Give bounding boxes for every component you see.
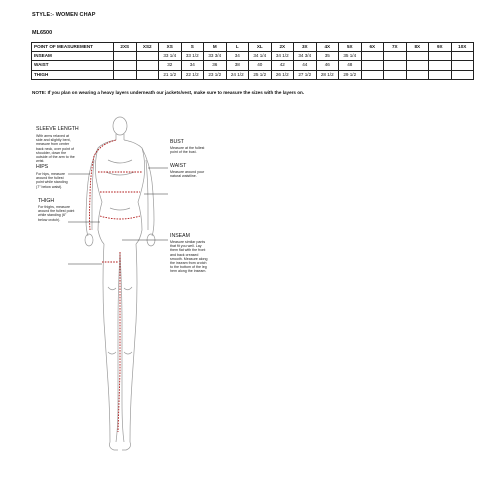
table-cell: 34 3/4 — [294, 52, 317, 61]
table-cell: 35 1/4 — [339, 52, 362, 61]
table-cell: 32 — [159, 61, 182, 70]
row-label: INSEAM — [32, 52, 114, 61]
table-cell — [136, 61, 159, 70]
waist-label: WAIST — [170, 163, 187, 169]
size-chart-table — [31, 42, 474, 80]
table-row — [32, 70, 474, 79]
table-cell: 35 — [316, 52, 339, 61]
inseam-description: Measure similar pants that fit you well. Lay them flat with the front and back creased smooth. Measure along the inseam from crotch to the bottom of the leg hem along the inseam. — [170, 240, 208, 274]
table-cell — [429, 52, 452, 61]
table-cell: 33 1/2 — [181, 52, 204, 61]
table-cell — [361, 61, 384, 70]
table-cell — [429, 70, 452, 79]
table-cell — [384, 61, 407, 70]
style-code: ML6500 — [32, 30, 53, 36]
table-cell: 40 — [249, 61, 272, 70]
hips-label: HIPS — [36, 164, 49, 170]
thigh-description: For thighs, measure around the fullest point while standing (6" below crotch). — [38, 205, 75, 222]
table-cell — [114, 70, 137, 79]
header-size-8: 2X — [271, 43, 294, 52]
table-cell: 26 1/2 — [271, 70, 294, 79]
row-label: THIGH — [32, 70, 114, 79]
table-row — [32, 52, 474, 61]
header-size-13: 7X — [384, 43, 407, 52]
hips-description: For hips, measure around the fullest point while standing (7" below waist). — [36, 172, 68, 189]
header-size-16: 10X — [451, 43, 474, 52]
sleeve-length-label: SLEEVE LENGTH — [36, 126, 79, 132]
table-cell: 27 1/2 — [294, 70, 317, 79]
table-cell: 22 1/2 — [181, 70, 204, 79]
header-size-11: 5X — [339, 43, 362, 52]
table-cell: 25 1/2 — [249, 70, 272, 79]
table-cell: 24 1/2 — [226, 70, 249, 79]
table-cell — [114, 61, 137, 70]
table-row — [32, 61, 474, 70]
table-cell — [361, 52, 384, 61]
table-cell: 42 — [271, 61, 294, 70]
header-size-9: 3X — [294, 43, 317, 52]
header-size-2: XS2 — [136, 43, 159, 52]
table-cell: 33 3/4 — [204, 52, 227, 61]
header-size-4: S — [181, 43, 204, 52]
table-cell: 36 — [204, 61, 227, 70]
header-size-14: 8X — [406, 43, 429, 52]
table-cell — [384, 52, 407, 61]
table-cell — [406, 70, 429, 79]
layering-note: NOTE: If you plan on wearing a heavy layers underneath our jackets/vest, make sure to measure the sizes with the layers on. — [32, 90, 305, 95]
header-size-15: 9X — [429, 43, 452, 52]
bust-label: BUST — [170, 139, 184, 145]
table-cell: 38 — [226, 61, 249, 70]
waist-description: Measure around your natural waistline. — [170, 170, 205, 179]
table-cell: 34 — [181, 61, 204, 70]
bust-description: Measure at the fullest point of the bust. — [170, 146, 205, 155]
table-cell: 34 — [226, 52, 249, 61]
table-cell — [451, 52, 474, 61]
header-size-10: 4X — [316, 43, 339, 52]
header-size-7: XL — [249, 43, 272, 52]
table-cell — [429, 61, 452, 70]
sleeve-length-description: With arms relaxed at side and slightly bent, measure from center back neck, over point of shoulder, down the outside of the arm to the wrist. — [36, 134, 75, 164]
table-cell — [114, 52, 137, 61]
table-header-row — [32, 43, 474, 52]
table-cell: 29 1/2 — [339, 70, 362, 79]
table-cell — [451, 61, 474, 70]
table-cell: 23 1/2 — [204, 70, 227, 79]
header-size-3: XS — [159, 43, 182, 52]
table-cell: 44 — [294, 61, 317, 70]
table-cell: 48 — [339, 61, 362, 70]
header-size-12: 6X — [361, 43, 384, 52]
measurement-figure — [28, 112, 208, 472]
table-cell — [136, 52, 159, 61]
table-cell: 34 1/2 — [271, 52, 294, 61]
table-body — [32, 52, 474, 80]
row-label: WAIST — [32, 61, 114, 70]
thigh-label: THIGH — [38, 198, 55, 204]
table-cell: 34 1/4 — [249, 52, 272, 61]
table-cell — [406, 61, 429, 70]
header-size-5: M — [204, 43, 227, 52]
header-point-of-measurement: POINT OF MEASUREMENT — [32, 43, 114, 52]
table-cell — [361, 70, 384, 79]
style-title: STYLE:- WOMEN CHAP — [32, 12, 96, 18]
table-cell — [384, 70, 407, 79]
table-cell: 21 1/2 — [159, 70, 182, 79]
header-size-6: L — [226, 43, 249, 52]
table-cell — [406, 52, 429, 61]
inseam-label: INSEAM — [170, 233, 190, 239]
table-cell: 33 1/4 — [159, 52, 182, 61]
table-cell — [451, 70, 474, 79]
table-cell: 28 1/2 — [316, 70, 339, 79]
table-cell: 46 — [316, 61, 339, 70]
header-size-1: 2XS — [114, 43, 137, 52]
table-cell — [136, 70, 159, 79]
